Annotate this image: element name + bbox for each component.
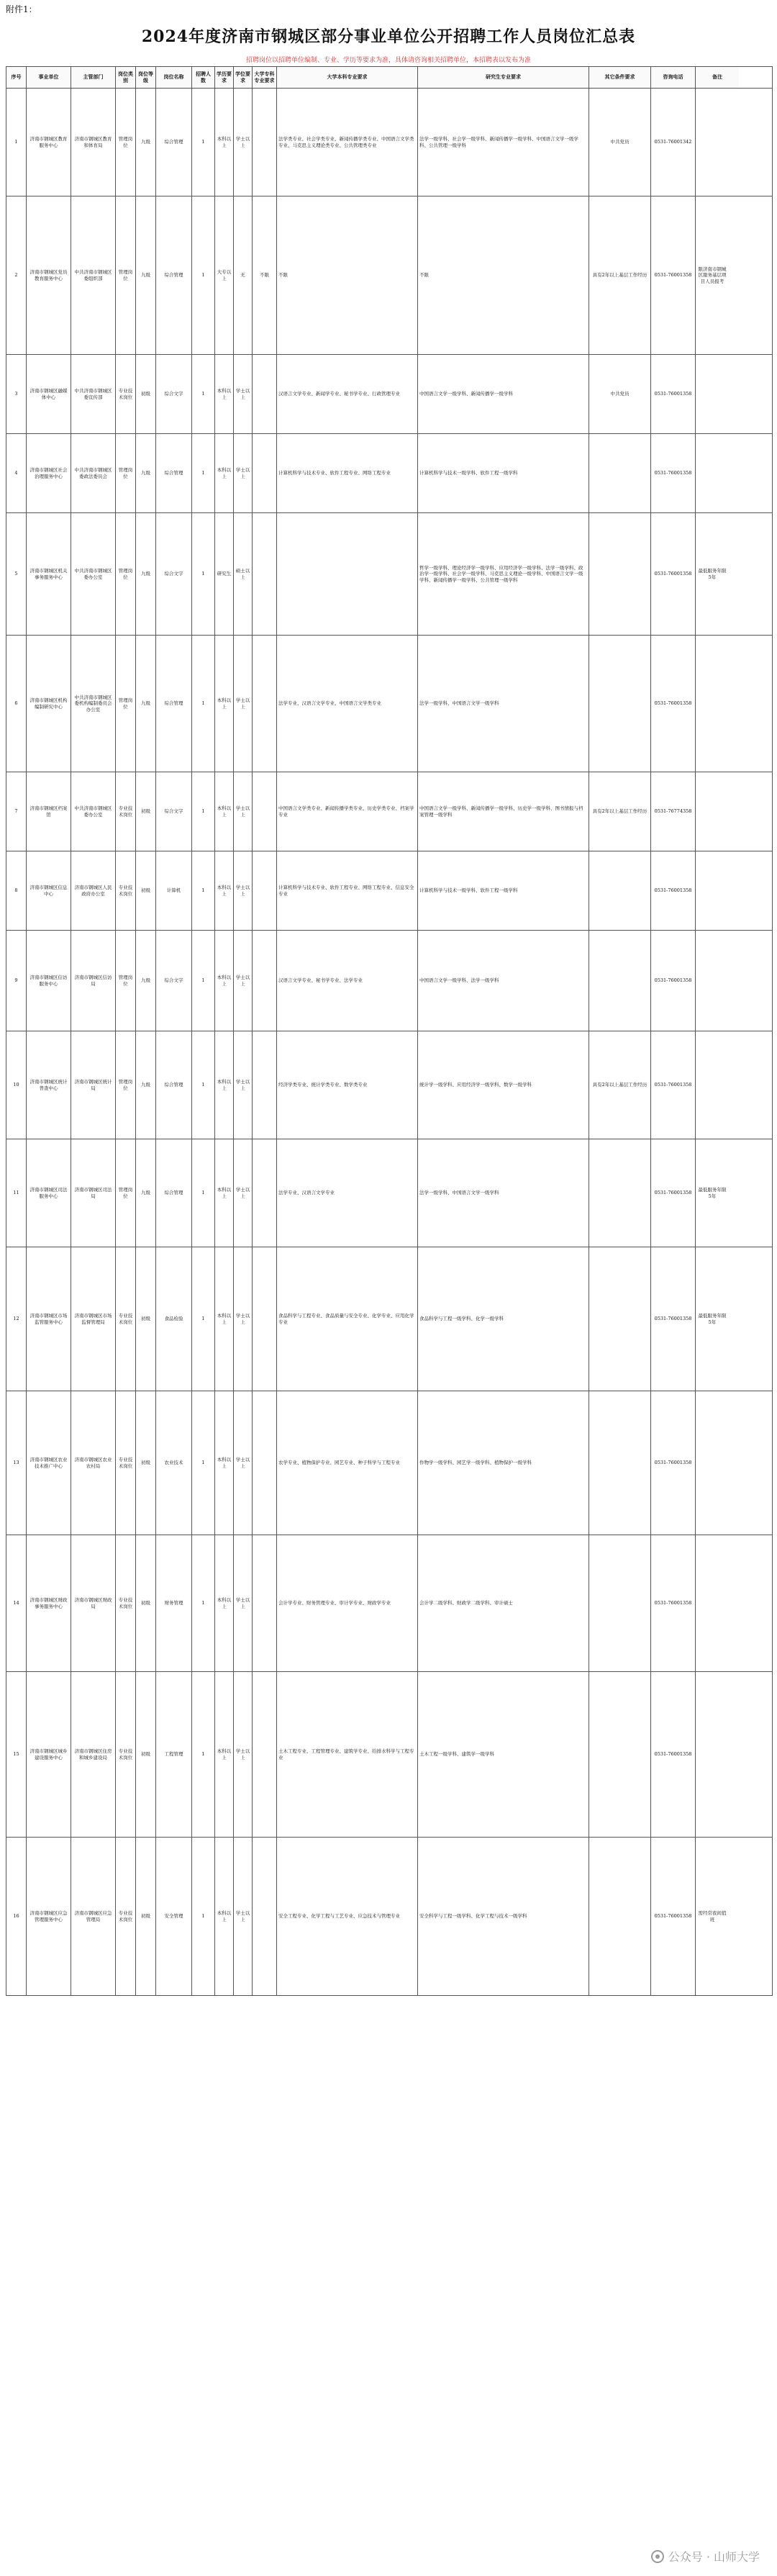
cell-no: 5 <box>6 513 27 635</box>
cell-count: 1 <box>192 513 215 635</box>
cell-type: 专业技术岗位 <box>116 1672 136 1837</box>
cell-remark <box>696 851 729 930</box>
page-title: 2024年度济南市钢城区部分事业单位公开招聘工作人员岗位汇总表 <box>141 27 636 46</box>
cell-undergrad: 法学专业、汉语言文学专业 <box>277 1139 418 1247</box>
cell-degree: 学士以上 <box>234 1391 253 1535</box>
cell-type: 专业技术岗位 <box>116 1391 136 1535</box>
cell-degree: 学士以上 <box>234 931 253 1031</box>
cell-no: 11 <box>6 1139 27 1247</box>
cell-degree: 学士以上 <box>234 1247 253 1391</box>
col-header: 大学本科专业要求 <box>277 67 418 88</box>
cell-phone: 0531-76001358 <box>651 1139 696 1247</box>
cell-level: 九级 <box>136 89 156 196</box>
table-row <box>6 1672 772 1838</box>
cell-grad: 中国语言文学一级学科、新闻传播学一级学科、历史学一级学科、图书情报与档案管理一级学科 <box>418 772 589 851</box>
cell-college <box>253 513 277 635</box>
cell-phone: 0531-76001358 <box>651 1672 696 1837</box>
cell-remark <box>696 434 729 512</box>
cell-level: 九级 <box>136 196 156 354</box>
cell-phone: 0531-76001358 <box>651 1838 696 1995</box>
cell-phone: 0531-76001358 <box>651 1247 696 1391</box>
cell-edu: 本科以上 <box>215 1535 234 1671</box>
cell-other <box>589 1139 651 1247</box>
cell-college <box>253 1391 277 1535</box>
cell-degree: 无 <box>234 196 253 354</box>
cell-undergrad: 中国语言文学类专业、新闻传播学类专业、历史学类专业、档案学专业 <box>277 772 418 851</box>
table-row <box>6 772 772 851</box>
cell-other <box>589 1247 651 1391</box>
watermark-text: 公众号 · 山师大学 <box>668 2550 760 2564</box>
cell-grad: 哲学一级学科、理论经济学一级学科、应用经济学一级学科、法学一级学科、政治学一级学科、社会学一级学科、马克思主义理论一级学科、中国语言文学一级学科、新闻传播学一级学科、公共管理一级学科 <box>418 513 589 635</box>
table-row <box>6 434 772 513</box>
cell-no: 4 <box>6 434 27 512</box>
cell-remark <box>696 89 729 196</box>
cell-phone: 0531-76001358 <box>651 513 696 635</box>
cell-undergrad: 计算机科学与技术专业、软件工程专业、网络工程专业、信息安全专业 <box>277 851 418 930</box>
cell-grad: 法学一级学科、社会学一级学科、新闻传播学一级学科、中国语言文学一级学科、公共管理一级学科 <box>418 89 589 196</box>
cell-no: 6 <box>6 636 27 772</box>
cell-type: 专业技术岗位 <box>116 355 136 433</box>
cell-degree: 学士以上 <box>234 636 253 772</box>
cell-level: 九级 <box>136 1031 156 1139</box>
cell-type: 管理岗位 <box>116 1031 136 1139</box>
cell-college <box>253 1672 277 1837</box>
table-row <box>6 1139 772 1247</box>
cell-count: 1 <box>192 1391 215 1535</box>
cell-count: 1 <box>192 931 215 1031</box>
cell-edu: 本科以上 <box>215 1838 234 1995</box>
cell-other <box>589 1838 651 1995</box>
table-row <box>6 1535 772 1672</box>
col-header: 学位要求 <box>234 67 253 88</box>
cell-dept: 济南市钢城区教育和体育局 <box>71 89 116 196</box>
cell-remark: 最低服务年限5年 <box>698 1187 727 1199</box>
cell-dept: 济南市钢城区信访局 <box>71 931 116 1031</box>
cell-phone: 0531-76001358 <box>651 1535 696 1671</box>
cell-unit: 济南市钢城区司法服务中心 <box>27 1139 71 1247</box>
cell-unit: 济南市钢城区机关事务服务中心 <box>27 513 71 635</box>
table-row <box>6 1838 772 1996</box>
cell-other <box>589 1391 651 1535</box>
cell-level: 九级 <box>136 434 156 512</box>
table-row <box>6 89 772 196</box>
cell-college <box>253 355 277 433</box>
col-header: 咨询电话 <box>651 67 696 88</box>
cell-unit: 济南市钢城区信访服务中心 <box>27 931 71 1031</box>
cell-edu: 本科以上 <box>215 1139 234 1247</box>
cell-remark: 限济南市钢城区服务基层项目人员报考 <box>698 266 727 284</box>
cell-dept: 济南市钢城区住房和城乡建设局 <box>71 1672 116 1837</box>
cell-phone: 0531-76001358 <box>651 636 696 772</box>
cell-unit: 济南市钢城区党员教育服务中心 <box>27 196 71 354</box>
table-row <box>6 355 772 434</box>
table-row <box>6 931 772 1031</box>
cell-undergrad: 不限 <box>277 196 418 354</box>
cell-degree: 硕士以上 <box>234 513 253 635</box>
col-header: 序号 <box>6 67 27 88</box>
cell-grad: 土木工程一级学科、建筑学一级学科 <box>418 1672 589 1837</box>
cell-remark <box>696 1535 729 1671</box>
cell-count: 1 <box>192 851 215 930</box>
cell-degree: 学士以上 <box>234 1139 253 1247</box>
cell-phone: 0531-76001358 <box>651 931 696 1031</box>
watermark <box>651 2548 760 2564</box>
col-header: 主管部门 <box>71 67 116 88</box>
cell-phone: 0531-76001358 <box>651 196 696 354</box>
cell-college <box>253 636 277 772</box>
cell-name: 综合管理 <box>156 1139 192 1247</box>
cell-type: 专业技术岗位 <box>116 1535 136 1671</box>
cell-count: 1 <box>192 434 215 512</box>
cell-other: 具有2年以上基层工作经历 <box>589 1031 651 1139</box>
cell-name: 综合文字 <box>156 931 192 1031</box>
col-header: 岗位等级 <box>136 67 156 88</box>
cell-dept: 济南市钢城区应急管理局 <box>71 1838 116 1995</box>
cell-college <box>253 1139 277 1247</box>
cell-college <box>253 1247 277 1391</box>
col-header: 备注 <box>696 67 739 88</box>
cell-degree: 学士以上 <box>234 851 253 930</box>
cell-no: 2 <box>6 196 27 354</box>
cell-degree: 学士以上 <box>234 434 253 512</box>
cell-count: 1 <box>192 1247 215 1391</box>
cell-unit: 济南市钢城区应急管理服务中心 <box>27 1838 71 1995</box>
cell-unit: 济南市钢城区统计普查中心 <box>27 1031 71 1139</box>
col-header: 研究生专业要求 <box>418 67 589 88</box>
table-row <box>6 513 772 636</box>
notice-text: 招聘岗位以招聘单位编制、专业、学历等要求为准，具体请咨询相关招聘单位，本招聘表以发布为准 <box>245 57 531 64</box>
cell-undergrad: 会计学专业、财务管理专业、审计学专业、财政学专业 <box>277 1535 418 1671</box>
cell-unit: 济南市钢城区信息中心 <box>27 851 71 930</box>
cell-name: 计算机 <box>156 851 192 930</box>
cell-unit: 济南市钢城区教育服务中心 <box>27 89 71 196</box>
col-header: 招聘人数 <box>192 67 215 88</box>
cell-unit: 济南市钢城区财政事务服务中心 <box>27 1535 71 1671</box>
cell-level: 九级 <box>136 636 156 772</box>
cell-count: 1 <box>192 89 215 196</box>
cell-no: 14 <box>6 1535 27 1671</box>
cell-name: 食品检验 <box>156 1247 192 1391</box>
cell-undergrad: 汉语言文学专业、新闻学专业、秘书学专业、行政管理专业 <box>277 355 418 433</box>
cell-type: 管理岗位 <box>116 513 136 635</box>
cell-remark: 最低服务年限5年 <box>698 1313 727 1325</box>
cell-unit: 济南市钢城区市场监管服务中心 <box>27 1247 71 1391</box>
cell-phone: 0531-76001358 <box>651 434 696 512</box>
cell-other: 中共党员 <box>589 89 651 196</box>
cell-count: 1 <box>192 636 215 772</box>
cell-grad: 计算机科学与技术一级学科、软件工程一级学科 <box>418 851 589 930</box>
col-header: 学历要求 <box>215 67 234 88</box>
cell-dept: 济南市钢城区统计局 <box>71 1031 116 1139</box>
cell-other <box>589 931 651 1031</box>
cell-type: 专业技术岗位 <box>116 772 136 851</box>
table-row <box>6 196 772 355</box>
cell-dept: 中共济南市钢城区委办公室 <box>71 513 116 635</box>
cell-phone: 0531-76001358 <box>651 355 696 433</box>
cell-grad: 会计学二级学科、财政学二级学科、审计硕士 <box>418 1535 589 1671</box>
cell-unit: 济南市钢城区档案馆 <box>27 772 71 851</box>
cell-name: 综合文字 <box>156 355 192 433</box>
table-header-row <box>6 67 772 89</box>
cell-phone: 0531-76001358 <box>651 851 696 930</box>
cell-no: 16 <box>6 1838 27 1995</box>
cell-edu: 本科以上 <box>215 851 234 930</box>
cell-grad: 法学一级学科、中国语言文学一级学科 <box>418 1139 589 1247</box>
cell-undergrad <box>277 513 418 635</box>
cell-degree: 学士以上 <box>234 772 253 851</box>
cell-college <box>253 851 277 930</box>
cell-name: 综合文字 <box>156 772 192 851</box>
cell-college <box>253 772 277 851</box>
cell-level: 初级 <box>136 1247 156 1391</box>
cell-dept: 济南市钢城区人民政府办公室 <box>71 851 116 930</box>
cell-edu: 本科以上 <box>215 355 234 433</box>
cell-degree: 学士以上 <box>234 89 253 196</box>
cell-college <box>253 434 277 512</box>
cell-level: 九级 <box>136 931 156 1031</box>
cell-unit: 济南市钢城区城乡建设服务中心 <box>27 1672 71 1837</box>
cell-remark <box>696 931 729 1031</box>
cell-remark <box>696 636 729 772</box>
table-row <box>6 851 772 931</box>
cell-no: 9 <box>6 931 27 1031</box>
cell-name: 综合管理 <box>156 196 192 354</box>
cell-edu: 本科以上 <box>215 931 234 1031</box>
cell-undergrad: 计算机科学与技术专业、软件工程专业、网络工程专业 <box>277 434 418 512</box>
cell-other: 具有2年以上基层工作经历 <box>589 196 651 354</box>
cell-count: 1 <box>192 355 215 433</box>
cell-undergrad: 食品科学与工程专业、食品质量与安全专业、化学专业、应用化学专业 <box>277 1247 418 1391</box>
cell-count: 1 <box>192 1031 215 1139</box>
cell-degree: 学士以上 <box>234 1031 253 1139</box>
cell-dept: 中共济南市钢城区委宣传部 <box>71 355 116 433</box>
cell-college: 不限 <box>253 196 277 354</box>
cell-type: 专业技术岗位 <box>116 1838 136 1995</box>
cell-level: 初级 <box>136 355 156 433</box>
cell-grad: 食品科学与工程一级学科、化学一级学科 <box>418 1247 589 1391</box>
cell-dept: 中共济南市钢城区委组织部 <box>71 196 116 354</box>
cell-name: 综合管理 <box>156 89 192 196</box>
cell-grad: 不限 <box>418 196 589 354</box>
cell-dept: 济南市钢城区农业农村局 <box>71 1391 116 1535</box>
cell-degree: 学士以上 <box>234 355 253 433</box>
cell-grad: 安全科学与工程一级学科、化学工程与技术一级学科 <box>418 1838 589 1995</box>
cell-count: 1 <box>192 196 215 354</box>
cell-other <box>589 1535 651 1671</box>
cell-remark: 最低服务年限5年 <box>698 568 727 580</box>
cell-other <box>589 636 651 772</box>
cell-undergrad: 法学类专业、社会学类专业、新闻传播学类专业、中国语言文学类专业、马克思主义理论类专业、公共管理类专业 <box>277 89 418 196</box>
cell-college <box>253 1838 277 1995</box>
cell-grad: 中国语言文学一级学科、法学一级学科 <box>418 931 589 1031</box>
cell-edu: 本科以上 <box>215 1672 234 1837</box>
cell-grad: 中国语言文学一级学科、新闻传播学一级学科 <box>418 355 589 433</box>
cell-dept: 济南市钢城区司法局 <box>71 1139 116 1247</box>
cell-type: 管理岗位 <box>116 1139 136 1247</box>
wechat-icon <box>651 2550 664 2563</box>
cell-no: 7 <box>6 772 27 851</box>
cell-edu: 研究生 <box>215 513 234 635</box>
cell-no: 12 <box>6 1247 27 1391</box>
cell-no: 13 <box>6 1391 27 1535</box>
cell-edu: 大专以上 <box>215 196 234 354</box>
cell-type: 管理岗位 <box>116 196 136 354</box>
cell-undergrad: 汉语言文学专业、秘书学专业、法学专业 <box>277 931 418 1031</box>
cell-no: 10 <box>6 1031 27 1139</box>
cell-level: 初级 <box>136 851 156 930</box>
cell-other: 中共党员 <box>589 355 651 433</box>
positions-table <box>6 66 773 1996</box>
cell-phone: 0531-76001358 <box>651 1391 696 1535</box>
cell-level: 九级 <box>136 513 156 635</box>
attachment-label: 附件1： <box>6 4 37 14</box>
cell-other <box>589 434 651 512</box>
cell-other <box>589 851 651 930</box>
col-header: 岗位名称 <box>156 67 192 88</box>
table-row <box>6 1247 772 1391</box>
cell-other <box>589 513 651 635</box>
cell-phone: 0531-76774358 <box>651 772 696 851</box>
cell-grad: 法学一级学科、中国语言文学一级学科 <box>418 636 589 772</box>
cell-other: 具有2年以上基层工作经历 <box>589 772 651 851</box>
cell-name: 综合管理 <box>156 1031 192 1139</box>
cell-degree: 学士以上 <box>234 1838 253 1995</box>
cell-remark <box>696 772 729 851</box>
table-row <box>6 1031 772 1139</box>
cell-type: 管理岗位 <box>116 636 136 772</box>
cell-no: 3 <box>6 355 27 433</box>
cell-grad: 作物学一级学科、园艺学一级学科、植物保护一级学科 <box>418 1391 589 1535</box>
cell-grad: 统计学一级学科、应用经济学一级学科、数学一级学科 <box>418 1031 589 1139</box>
cell-unit: 济南市钢城区农业技术推广中心 <box>27 1391 71 1535</box>
cell-dept: 中共济南市钢城区委机构编制委员会办公室 <box>71 636 116 772</box>
cell-college <box>253 1535 277 1671</box>
cell-edu: 本科以上 <box>215 1247 234 1391</box>
cell-count: 1 <box>192 1672 215 1837</box>
cell-level: 初级 <box>136 1838 156 1995</box>
cell-college <box>253 1031 277 1139</box>
cell-edu: 本科以上 <box>215 434 234 512</box>
cell-type: 管理岗位 <box>116 434 136 512</box>
cell-type: 专业技术岗位 <box>116 851 136 930</box>
cell-unit: 济南市钢城区机构编制研究中心 <box>27 636 71 772</box>
table-row <box>6 1391 772 1535</box>
table-row <box>6 636 772 772</box>
cell-dept: 济南市钢城区财政局 <box>71 1535 116 1671</box>
cell-edu: 本科以上 <box>215 772 234 851</box>
cell-undergrad: 经济学类专业、统计学类专业、数学类专业 <box>277 1031 418 1139</box>
cell-no: 8 <box>6 851 27 930</box>
cell-dept: 中共济南市钢城区委办公室 <box>71 772 116 851</box>
cell-count: 1 <box>192 1838 215 1995</box>
cell-remark: 需经常夜间值班 <box>698 1910 727 1922</box>
cell-undergrad: 法学专业、汉语言文学专业、中国语言文学类专业 <box>277 636 418 772</box>
cell-phone: 0531-76001358 <box>651 1031 696 1139</box>
cell-edu: 本科以上 <box>215 636 234 772</box>
cell-level: 初级 <box>136 1391 156 1535</box>
col-header: 事业单位 <box>27 67 71 88</box>
cell-name: 财务管理 <box>156 1535 192 1671</box>
cell-count: 1 <box>192 1535 215 1671</box>
cell-dept: 济南市钢城区市场监督管理局 <box>71 1247 116 1391</box>
cell-phone: 0531-76001342 <box>651 89 696 196</box>
col-header: 大学专科专业要求 <box>253 67 277 88</box>
col-header: 其它条件要求 <box>589 67 651 88</box>
cell-other <box>589 1672 651 1837</box>
cell-no: 15 <box>6 1672 27 1837</box>
cell-edu: 本科以上 <box>215 89 234 196</box>
cell-college <box>253 931 277 1031</box>
cell-type: 管理岗位 <box>116 931 136 1031</box>
cell-degree: 学士以上 <box>234 1535 253 1671</box>
cell-remark <box>696 1391 729 1535</box>
cell-level: 初级 <box>136 1535 156 1671</box>
cell-level: 初级 <box>136 772 156 851</box>
cell-count: 1 <box>192 772 215 851</box>
col-header: 岗位类别 <box>116 67 136 88</box>
cell-unit: 济南市钢城区社会治理服务中心 <box>27 434 71 512</box>
cell-name: 综合管理 <box>156 636 192 772</box>
cell-type: 管理岗位 <box>116 89 136 196</box>
cell-remark <box>696 1031 729 1139</box>
cell-edu: 本科以上 <box>215 1391 234 1535</box>
cell-name: 农业技术 <box>156 1391 192 1535</box>
cell-name: 工程管理 <box>156 1672 192 1837</box>
cell-college <box>253 89 277 196</box>
cell-dept: 中共济南市钢城区委政法委员会 <box>71 434 116 512</box>
cell-remark <box>696 1672 729 1837</box>
cell-remark <box>696 355 729 433</box>
cell-count: 1 <box>192 1139 215 1247</box>
cell-name: 综合文字 <box>156 513 192 635</box>
cell-name: 安全管理 <box>156 1838 192 1995</box>
cell-unit: 济南市钢城区融媒体中心 <box>27 355 71 433</box>
cell-no: 1 <box>6 89 27 196</box>
cell-level: 初级 <box>136 1672 156 1837</box>
cell-level: 九级 <box>136 1139 156 1247</box>
cell-undergrad: 安全工程专业、化学工程与工艺专业、应急技术与管理专业 <box>277 1838 418 1995</box>
cell-degree: 学士以上 <box>234 1672 253 1837</box>
cell-undergrad: 土木工程专业、工程管理专业、建筑学专业、给排水科学与工程专业 <box>277 1672 418 1837</box>
cell-grad: 计算机科学与技术一级学科、软件工程一级学科 <box>418 434 589 512</box>
cell-edu: 本科以上 <box>215 1031 234 1139</box>
cell-type: 专业技术岗位 <box>116 1247 136 1391</box>
cell-undergrad: 农学专业、植物保护专业、园艺专业、种子科学与工程专业 <box>277 1391 418 1535</box>
cell-name: 综合管理 <box>156 434 192 512</box>
